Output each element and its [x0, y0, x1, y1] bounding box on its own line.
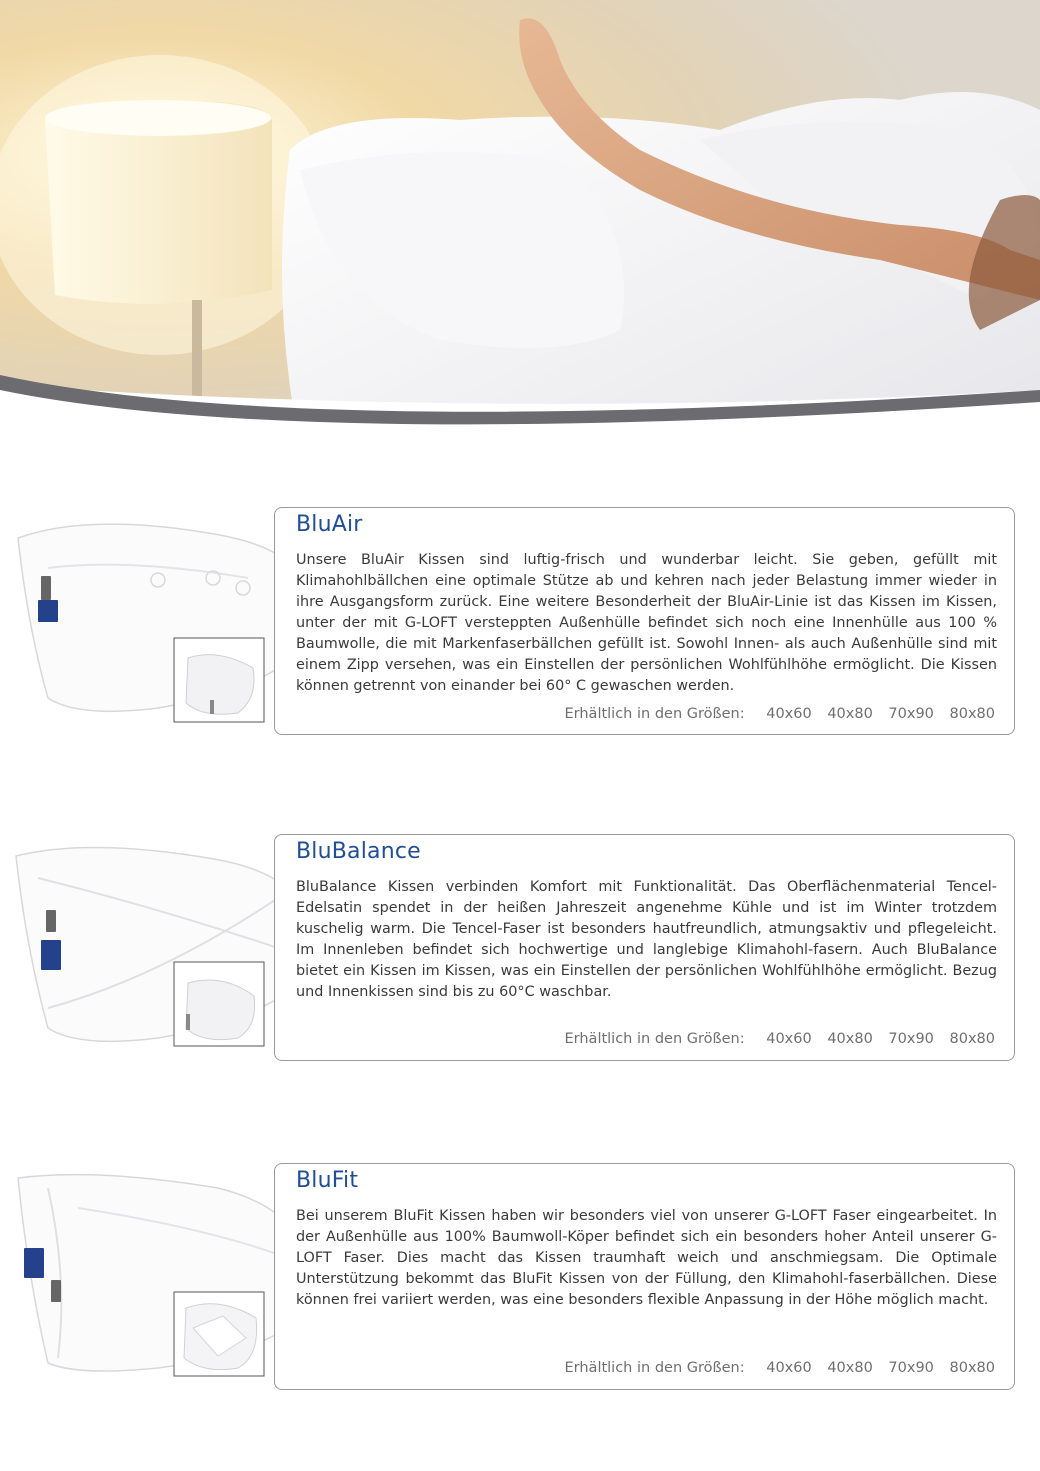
- product-description: Unsere BluAir Kissen sind luftig-frisch und wunderbar leicht. Sie geben, gefüllt mit Klimahohlbällchen eine optimale Stütze ab und kehren nach jeder Belastung immer wieder in ihre Ausgangsform zurück. Eine weitere Besonderheit der BluAir-Linie ist das Kissen im Kissen, unter der mit G-LOFT versteppten Außenhülle befindet sich noch eine Innenhülle aus 100 % Baumwolle, die mit Markenfaserbällchen gefüllt ist. Sowohl Innen- als auch Außenhülle sind mit einem Zipp versehen, was ein Einstellen der persönlichen Wohlfühlhöhe ermöglicht. Die Kissen können getrennt von einander bei 60° C gewaschen werden.: [296, 552, 997, 694]
- bluair-pillow-image: [8, 508, 300, 748]
- sizes-label: Erhältlich in den Größen:: [564, 1360, 745, 1376]
- size-option: 40x60: [766, 706, 812, 722]
- sizes-label: Erhältlich in den Größen:: [564, 1031, 745, 1047]
- size-option: 40x60: [766, 1031, 812, 1047]
- product-card-blubalance: [274, 834, 1015, 1061]
- size-option: 40x80: [827, 1031, 873, 1047]
- sizes-line: [565, 706, 996, 722]
- size-option: 80x80: [949, 1360, 995, 1376]
- size-option: 40x80: [827, 1360, 873, 1376]
- product-title: BluBalance: [296, 839, 421, 864]
- hero-photo: [0, 0, 1040, 445]
- size-option: 80x80: [949, 1031, 995, 1047]
- product-card-bluair: [274, 507, 1015, 735]
- product-description: Bei unserem BluFit Kissen haben wir besonders viel von unserer G-LOFT Faser eingearbeitet. In der Außenhülle aus 100% Baumwoll-Köper befindet sich ein besonders hoher Anteil unserer G-LOFT Faser. Dies macht das Kissen traumhaft weich und anschmiegsam. Die Optimale Unterstützung bekommt das BluFit Kissen von der Füllung, den Klimahohl-faserbällchen. Diese können frei variiert werden, was eine besonders flexible Anpassung in der Höhe möglich macht.: [296, 1208, 997, 1308]
- sizes-label: Erhältlich in den Größen:: [564, 706, 745, 722]
- size-option: 70x90: [888, 706, 934, 722]
- product-title: BluAir: [296, 512, 363, 537]
- blubalance-pillow-image: [8, 838, 300, 1078]
- size-option: 70x90: [888, 1031, 934, 1047]
- sizes-line: [565, 1360, 996, 1376]
- size-option: 80x80: [949, 706, 995, 722]
- size-option: 40x60: [766, 1360, 812, 1376]
- product-title: BluFit: [296, 1168, 359, 1193]
- sizes-line: [565, 1031, 996, 1047]
- blufit-pillow-image: [8, 1168, 300, 1408]
- product-card-blufit: [274, 1163, 1015, 1390]
- size-option: 40x80: [827, 706, 873, 722]
- product-description: BluBalance Kissen verbinden Komfort mit Funktionalität. Das Oberflächenmaterial Tencel-Edelsatin spendet in der heißen Jahreszeit angenehme Kühle und ist im Winter trotzdem kuschelig warm. Die Tencel-Faser ist besonders hautfreundlich, atmungsaktiv und pflegeleicht. Im Innenleben befindet sich hochwertige und langlebige Klimahohl-fasern. Auch BluBalance bietet ein Kissen im Kissen, was ein Einstellen der persönlichen Wohlfühlhöhe ermöglicht. Bezug und Innenkissen sind bis zu 60°C waschbar.: [296, 879, 997, 1000]
- size-option: 70x90: [888, 1360, 934, 1376]
